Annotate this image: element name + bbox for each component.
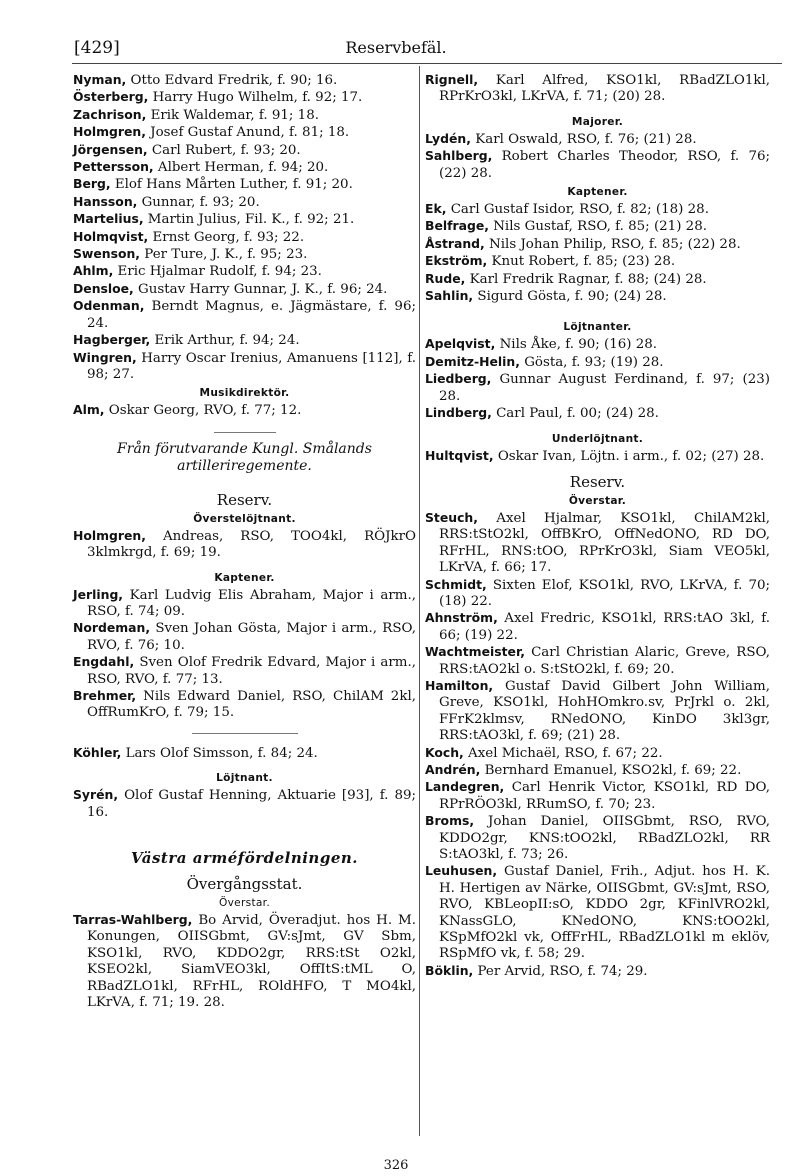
- entry-surname: Ahnström,: [425, 610, 498, 626]
- entry-details: Bo Arvid, Överadjut. hos H. M. Konungen, OIISGbmt, GV:sJmt, GV Sbm, KSO1kl, RVO, KDDO2gr, RRS:tSt O2kl, KSEO2kl, SiamVEO3kl, OffItS:tML O, RBadZLO1kl, RFrHL, ROldHFO, T MO4kl, LKrVA, f. 71; 19. 28.: [87, 913, 416, 1011]
- entry-surname: Sahlberg,: [425, 148, 493, 164]
- register-entry: [425, 963, 770, 980]
- register-entry: [73, 350, 416, 384]
- entry-surname: Tarras-Wahlberg,: [73, 912, 193, 927]
- left-entries-block1: [73, 72, 416, 383]
- register-entry: [425, 253, 770, 270]
- entry-surname: Wachtmeister,: [425, 644, 525, 660]
- right-entries-underlojtnant: [425, 448, 770, 465]
- left-entries-overstelojtnant: [73, 528, 416, 562]
- section-heading-overstar-left: Överstar.: [218, 897, 271, 909]
- register-entry: [425, 288, 770, 305]
- section-heading-kaptener-left: Kaptener.: [214, 571, 275, 584]
- entry-surname: Holmgren,: [73, 527, 146, 543]
- entry-details: Gunnar August Ferdinand, f. 97; (23) 28.: [439, 372, 770, 404]
- entry-surname: Densloe,: [73, 280, 134, 296]
- entry-surname: Nordeman,: [73, 620, 151, 636]
- entry-surname: Åstrand,: [425, 235, 485, 251]
- entry-details: Erik Waldemar, f. 91; 18.: [150, 107, 319, 123]
- entry-details: Berndt Magnus, e. Jägmästare, f. 96; 24.: [87, 299, 416, 331]
- entry-details: Elof Hans Mårten Luther, f. 91; 20.: [114, 177, 353, 193]
- right-entries-block1: [425, 72, 770, 106]
- entry-details: Josef Gustaf Anund, f. 81; 18.: [150, 125, 350, 141]
- register-entry: [73, 229, 416, 246]
- register-entry: [73, 72, 416, 89]
- section-heading-fran-forutvarande: Från förutvarande Kungl. Smålands artilleriregemente.: [117, 440, 372, 474]
- entry-surname: Pettersson,: [73, 159, 154, 175]
- entry-surname: Hultqvist,: [425, 447, 494, 463]
- register-entry: [425, 371, 770, 405]
- register-entry: [425, 354, 770, 371]
- entry-surname: Alm,: [73, 402, 105, 418]
- entry-details: Carl Henrik Victor, KSO1kl, RD DO, RPrRÖO3kl, RRumSO, f. 70; 23.: [439, 780, 770, 812]
- register-entry: [425, 762, 770, 779]
- register-entry: [425, 745, 770, 762]
- entry-surname: Jerling,: [73, 586, 124, 602]
- left-entries-overstar: [73, 912, 416, 1011]
- entry-details: Oskar Ivan, Löjtn. i arm., f. 02; (27) 28.: [497, 448, 765, 464]
- entry-details: Oskar Georg, RVO, f. 77; 12.: [108, 403, 302, 419]
- entry-details: Gustaf Daniel, Frih., Adjut. hos H. K. H. Hertigen av Närke, OIISGbmt, GV:sJmt, RSO, RVO, KBLeopII:sO, KDDO 2gr, KFinlVRO2kl, KNassGLO, KNedONO, KNS:tOO2kl, KSpMfO2kl vk, OffFrHL, RBadZLO1kl m eklöv, RSpMfO vk, f. 58; 29.: [439, 864, 770, 962]
- entry-surname: Berg,: [73, 176, 111, 192]
- page-reference: [429]: [74, 38, 120, 58]
- register-entry: [425, 131, 770, 148]
- entry-details: Sven Olof Fredrik Edvard, Major i arm., RSO, RVO, f. 77; 13.: [87, 655, 416, 687]
- register-entry: [73, 528, 416, 562]
- entry-details: Robert Charles Theodor, RSO, f. 76; (22) 28.: [439, 149, 770, 181]
- entry-surname: Hagberger,: [73, 332, 151, 348]
- entry-surname: Liedberg,: [425, 371, 492, 387]
- entry-details: Gustav Harry Gunnar, J. K., f. 96; 24.: [138, 281, 388, 297]
- register-entry: [425, 678, 770, 745]
- entry-details: Andreas, RSO, TOO4kl, RÖJkrO 3klmkrgd, f. 69; 19.: [87, 528, 416, 561]
- register-entry: [425, 448, 770, 465]
- entry-surname: Brehmer,: [73, 687, 137, 703]
- entry-details: Olof Gustaf Henning, Aktuarie [93], f. 89; 16.: [87, 788, 416, 820]
- entry-details: Carl Christian Alaric, Greve, RSO, RRS:tAO2kl o. S:tStO2kl, f. 69; 20.: [439, 645, 770, 677]
- left-entries-kohler: [73, 745, 416, 762]
- entry-details: Harry Oscar Irenius, Amanuens [112], f. 98; 27.: [87, 350, 416, 382]
- entry-details: Albert Herman, f. 94; 20.: [157, 160, 329, 176]
- entry-surname: Sahlin,: [425, 288, 474, 304]
- entry-surname: Nyman,: [73, 72, 127, 87]
- entry-surname: Hansson,: [73, 193, 138, 209]
- entry-details: Axel Hjalmar, KSO1kl, ChilAM2kl, RRS:tStO2kl, OffBKrO, OffNedONO, RD DO, RFrHL, RNS:tOO, RPrKrO3kl, Siam VEO5kl, LKrVA, f. 66; 17.: [439, 510, 770, 576]
- left-column: [73, 72, 416, 1011]
- register-entry: [425, 510, 770, 577]
- entry-details: Nils Edward Daniel, RSO, ChilAM 2kl, OffRumKrO, f. 79; 15.: [87, 688, 416, 721]
- section-heading-underlojtnant: Underlöjtnant.: [551, 432, 644, 445]
- entry-surname: Swenson,: [73, 246, 141, 262]
- entry-details: Carl Rubert, f. 93; 20.: [151, 142, 301, 158]
- register-entry: [425, 577, 770, 611]
- register-entry: [425, 863, 770, 962]
- entry-details: Bernhard Emanuel, KSO2kl, f. 69; 22.: [484, 763, 742, 778]
- register-entry: [425, 610, 770, 644]
- entry-surname: Odenman,: [73, 298, 145, 314]
- column-divider: [419, 66, 420, 1136]
- entry-surname: Lindberg,: [425, 405, 492, 421]
- register-entry: [73, 246, 416, 263]
- entry-details: Karl Fredrik Ragnar, f. 88; (24) 28.: [469, 271, 707, 287]
- entry-surname: Zachrison,: [73, 106, 147, 122]
- register-entry: [73, 194, 416, 211]
- entry-details: Otto Edvard Fredrik, f. 90; 16.: [130, 73, 338, 88]
- register-entry: [73, 89, 416, 106]
- register-entry: [425, 148, 770, 182]
- register-entry: [425, 236, 770, 253]
- divider-rule: [214, 432, 276, 433]
- register-entry: [425, 644, 770, 678]
- entry-surname: Hamilton,: [425, 677, 494, 693]
- entry-details: Nils Åke, f. 90; (16) 28.: [499, 337, 658, 353]
- entry-surname: Wingren,: [73, 349, 137, 365]
- entry-surname: Ahlm,: [73, 263, 114, 279]
- entry-surname: Syrén,: [73, 787, 119, 803]
- entry-surname: Belfrage,: [425, 218, 489, 234]
- entry-details: Johan Daniel, OIISGbmt, RSO, RVO, KDDO2gr, KNS:tOO2kl, RBadZLO2kl, RR S:tAO3kl, f. 73; 26.: [439, 814, 770, 863]
- entry-surname: Rignell,: [425, 72, 479, 87]
- register-entry: [425, 218, 770, 235]
- register-entry: [73, 263, 416, 280]
- section-heading-majorer: Majorer.: [571, 115, 624, 128]
- section-heading-musikdirektor: Musikdirektör.: [199, 387, 290, 400]
- register-entry: [425, 271, 770, 288]
- entry-details: Knut Robert, f. 85; (23) 28.: [491, 254, 676, 270]
- section-heading-lojtnant: Löjtnant.: [216, 772, 273, 785]
- entry-surname: Köhler,: [73, 744, 122, 760]
- entry-details: Karl Ludvig Elis Abraham, Major i arm., RSO, f. 74; 09.: [87, 587, 416, 619]
- entry-details: Nils Johan Philip, RSO, f. 85; (22) 28.: [489, 236, 741, 252]
- entry-details: Axel Fredric, KSO1kl, RRS:tAO 3kl, f. 66; (19) 22.: [439, 611, 770, 643]
- register-entry: [73, 332, 416, 349]
- entry-details: Karl Alfred, KSO1kl, RBadZLO1kl, RPrKrO3kl, LKrVA, f. 71; (20) 28.: [439, 73, 771, 105]
- section-heading-vastra-armefordelningen: Västra arméfördelningen.: [131, 849, 358, 867]
- entry-surname: Landegren,: [425, 779, 505, 795]
- left-entries-lojtnant: [73, 787, 416, 821]
- entry-details: Gunnar, f. 93; 20.: [141, 194, 260, 210]
- entry-details: Sigurd Gösta, f. 90; (24) 28.: [477, 289, 667, 305]
- register-entry: [425, 201, 770, 218]
- register-entry: [73, 211, 416, 228]
- entry-surname: Martelius,: [73, 211, 144, 227]
- entry-surname: Steuch,: [425, 509, 478, 525]
- register-entry: [73, 688, 416, 722]
- entry-surname: Ekström,: [425, 253, 488, 269]
- entry-surname: Demitz-Helin,: [425, 353, 520, 369]
- entry-details: Ernst Georg, f. 93; 22.: [152, 229, 305, 245]
- entry-details: Per Arvid, RSO, f. 74; 29.: [477, 963, 648, 979]
- entry-surname: Engdahl,: [73, 654, 135, 670]
- entry-surname: Lydén,: [425, 130, 471, 146]
- section-heading-reserv: Reserv.: [216, 490, 273, 509]
- entry-surname: Andrén,: [425, 762, 481, 777]
- right-entries-overstar: [425, 510, 770, 980]
- entry-surname: Koch,: [425, 744, 464, 760]
- section-heading-overstelojtnant: Överstelöjtnant.: [193, 512, 296, 525]
- section-heading-lojtnanter: Löjtnanter.: [563, 321, 632, 334]
- section-heading-overstar-right: Överstar.: [568, 494, 627, 507]
- entry-details: Sixten Elof, KSO1kl, RVO, LKrVA, f. 70; (18) 22.: [439, 577, 770, 609]
- register-entry: [73, 587, 416, 621]
- entry-details: Sven Johan Gösta, Major i arm., RSO, RVO, f. 76; 10.: [87, 621, 416, 653]
- section-heading-reserv-right: Reserv.: [569, 472, 626, 491]
- entry-surname: Schmidt,: [425, 576, 487, 592]
- register-entry: [73, 124, 416, 141]
- entry-details: Gustaf David Gilbert John William, Greve, KSO1kl, HohHOmkro.sv, PrJrkl o. 2kl, FFrK2klmsv, RNedONO, KinDO 3kl3gr, RRS:tAO3kl, f. 69; (21) 28.: [439, 678, 770, 744]
- register-entry: [73, 654, 416, 688]
- register-entry: [73, 787, 416, 821]
- register-entry: [73, 176, 416, 193]
- register-entry: [73, 620, 416, 654]
- entry-details: Gösta, f. 93; (19) 28.: [524, 354, 664, 370]
- entry-details: Axel Michaël, RSO, f. 67; 22.: [468, 745, 663, 761]
- entry-surname: Böklin,: [425, 962, 474, 978]
- register-entry: [73, 142, 416, 159]
- register-entry: [73, 745, 416, 762]
- page-number: 326: [383, 1158, 409, 1173]
- register-entry: [73, 402, 416, 419]
- page-title: Reservbefäl.: [345, 38, 447, 57]
- right-entries-majorer: [425, 131, 770, 182]
- entry-surname: Leuhusen,: [425, 863, 498, 879]
- entry-details: Harry Hugo Wilhelm, f. 92; 17.: [152, 90, 363, 106]
- entry-surname: Österberg,: [73, 89, 149, 105]
- register-entry: [425, 336, 770, 353]
- entry-surname: Broms,: [425, 813, 475, 829]
- entry-details: Carl Paul, f. 00; (24) 28.: [496, 406, 659, 422]
- entry-details: Lars Olof Simsson, f. 84; 24.: [125, 745, 318, 761]
- section-heading-kaptener-right: Kaptener.: [567, 186, 628, 199]
- register-entry: [73, 107, 416, 124]
- entry-details: Erik Arthur, f. 94; 24.: [154, 333, 300, 349]
- entry-surname: Holmqvist,: [73, 228, 149, 244]
- register-entry: [73, 159, 416, 176]
- left-entries-musik: [73, 402, 416, 419]
- register-entry: [425, 813, 770, 863]
- right-entries-lojtnanter: [425, 336, 770, 422]
- right-column: [425, 72, 770, 980]
- entry-surname: Holmgren,: [73, 124, 146, 140]
- register-entry: [425, 779, 770, 813]
- register-entry: [73, 281, 416, 298]
- entry-details: Martin Julius, Fil. K., f. 92; 21.: [147, 212, 355, 228]
- entry-surname: Jörgensen,: [73, 141, 148, 157]
- divider-rule: [192, 733, 298, 734]
- left-entries-kaptener: [73, 587, 416, 722]
- entry-details: Karl Oswald, RSO, f. 76; (21) 28.: [475, 131, 697, 147]
- entry-details: Per Ture, J. K., f. 95; 23.: [144, 247, 308, 263]
- entry-details: Carl Gustaf Isidor, RSO, f. 82; (18) 28.: [450, 202, 709, 218]
- entry-surname: Apelqvist,: [425, 336, 496, 352]
- entry-details: Nils Gustaf, RSO, f. 85; (21) 28.: [493, 219, 707, 235]
- header-rule: [72, 63, 782, 64]
- register-entry: [73, 298, 416, 332]
- register-entry: [73, 912, 416, 1011]
- right-entries-kaptener: [425, 201, 770, 305]
- entry-details: Eric Hjalmar Rudolf, f. 94; 23.: [117, 264, 322, 280]
- entry-surname: Ek,: [425, 201, 447, 217]
- register-entry: [425, 405, 770, 422]
- register-entry: [425, 72, 770, 106]
- entry-surname: Rude,: [425, 270, 466, 286]
- section-heading-overgangsstat: Övergångsstat.: [186, 875, 303, 893]
